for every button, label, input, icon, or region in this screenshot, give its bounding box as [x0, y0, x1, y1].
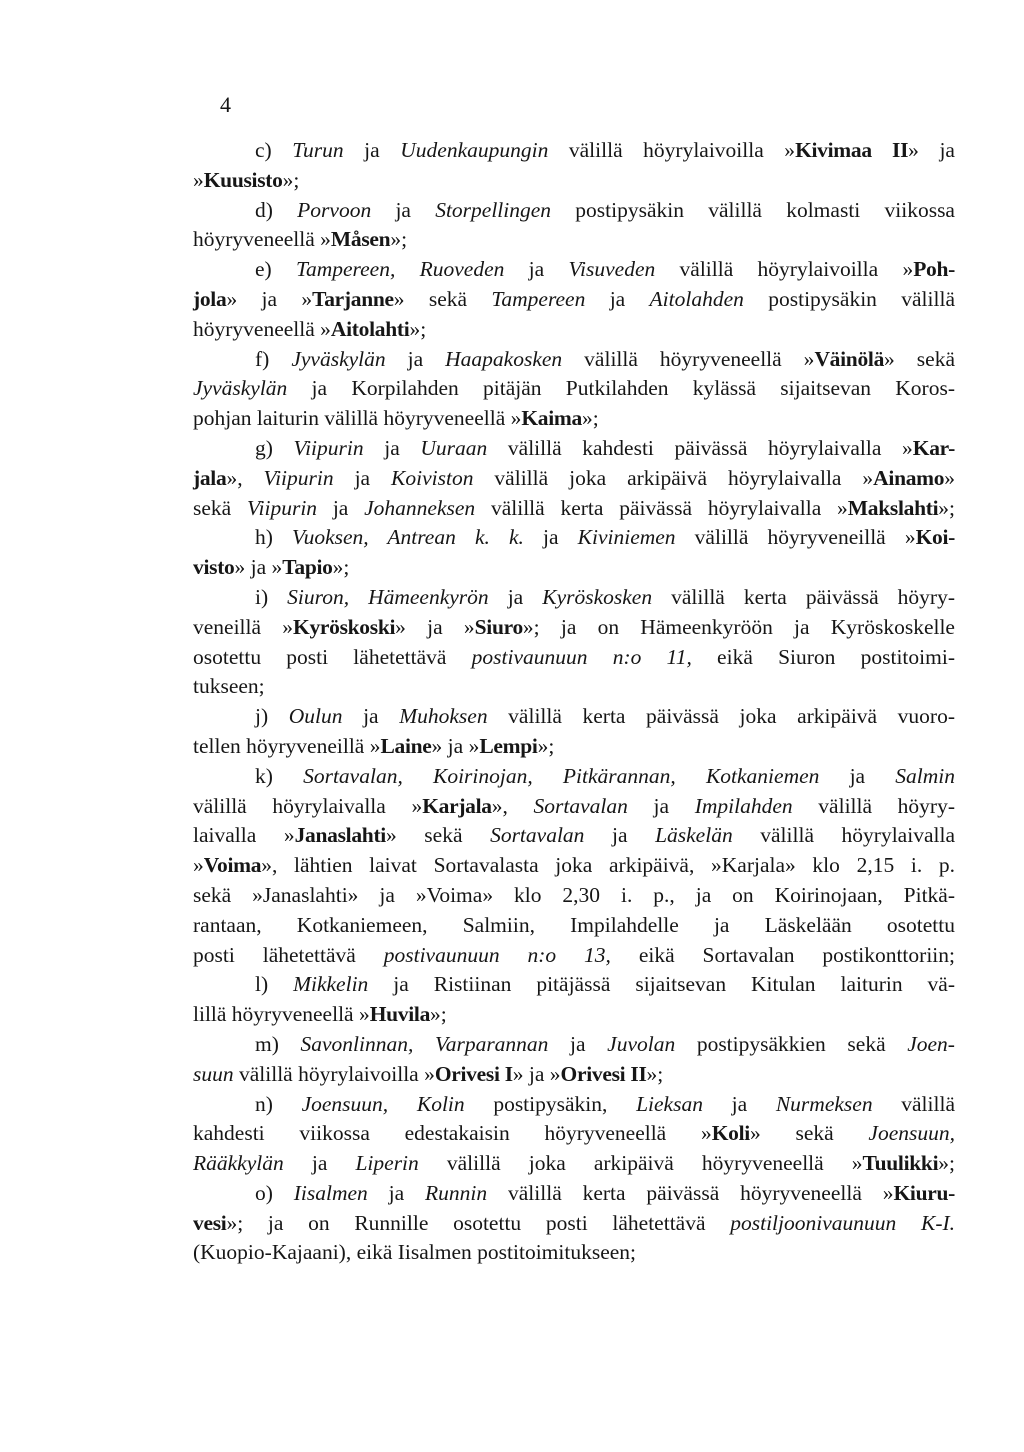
text-line: Jyväskylän ja Korpilahden pitäjän Putkilahden kylässä sijaitsevan Koros- [193, 376, 955, 401]
text-line: n) Joensuun, Kolin postipysäkin, Lieksan ja Nurmeksen välillä [255, 1091, 955, 1116]
text-line: j) Oulun ja Muhoksen välillä kerta päivässä joka arkipäivä vuoro- [255, 704, 955, 729]
text-line: »Kuusisto»; [193, 167, 300, 192]
text-line: osotettu posti lähetettävä postivaunuun n:o 11, eikä Siuron postitoimi- [193, 644, 955, 669]
text-line: h) Vuoksen, Antrean k. k. ja Kiviniemen välillä höyryveneillä »Koi- [255, 525, 955, 550]
text-line: höyryveneellä »Måsen»; [193, 227, 408, 252]
text-line: c) Turun ja Uudenkaupungin välillä höyrylaivoilla »Kivimaa II» ja [255, 138, 955, 162]
page-number: 4 [220, 92, 231, 117]
text-line: visto» ja »Tapio»; [193, 555, 350, 580]
text-line: sekä »Janaslahti» ja »Voima» klo 2,30 i. p., ja on Koirinojaan, Pitkä- [193, 882, 955, 907]
text-line: Rääkkylän ja Liperin välillä joka arkipäivä höyryveneellä »Tuulikki»; [193, 1151, 955, 1176]
text-line: k) Sortavalan, Koirinojan, Pitkärannan, Kotkaniemen ja Salmin [255, 763, 955, 788]
text-line: rantaan, Kotkaniemeen, Salmiin, Impilahdelle ja Läskelään osotettu [193, 912, 955, 937]
text-line: jola» ja »Tarjanne» sekä Tampereen ja Aitolahden postipysäkin välillä [193, 286, 955, 311]
text-line: höyryveneellä »Aitolahti»; [193, 316, 427, 341]
text-line: suun välillä höyrylaivoilla »Orivesi I» ja »Orivesi II»; [193, 1061, 664, 1086]
text-line: l) Mikkelin ja Ristiinan pitäjässä sijaitsevan Kitulan laiturin vä- [255, 972, 955, 997]
text-line: sekä Viipurin ja Johanneksen välillä kerta päivässä höyrylaivalla »Makslahti»; [193, 495, 955, 520]
text-line: tukseen; [193, 674, 265, 699]
text-line: veneillä »Kyröskoski» ja »Siuro»; ja on Hämeenkyröön ja Kyröskoskelle [193, 614, 955, 639]
text-line: m) Savonlinnan, Varparannan ja Juvolan postipysäkkien sekä Joen- [255, 1031, 955, 1056]
text-line: d) Porvoon ja Storpellingen postipysäkin välillä kolmasti viikossa [255, 197, 955, 222]
text-line: f) Jyväskylän ja Haapakosken välillä höyryveneellä »Väinölä» sekä [255, 346, 955, 371]
text-line: o) Iisalmen ja Runnin välillä kerta päivässä höyryveneellä »Kiuru- [255, 1180, 955, 1205]
text-line: lillä höyryveneellä »Huvila»; [193, 1002, 447, 1027]
text-line: jala», Viipurin ja Koiviston välillä joka arkipäivä höyrylaivalla »Ainamo» [193, 465, 955, 490]
text-line: vesi»; ja on Runnille osotettu posti lähetettävä postiljoonivaunuun K-I. [193, 1210, 956, 1235]
text-line: i) Siuron, Hämeenkyrön ja Kyröskosken välillä kerta päivässä höyry- [255, 584, 956, 609]
body-text [193, 136, 955, 1268]
text-line: tellen höyryveneillä »Laine» ja »Lempi»; [193, 733, 555, 758]
text-line: (Kuopio-Kajaani), eikä Iisalmen postitoimitukseen; [193, 1240, 637, 1265]
text-line: g) Viipurin ja Uuraan välillä kahdesti päivässä höyrylaivalla »Kar- [255, 435, 955, 460]
text-line: e) Tampereen, Ruoveden ja Visuveden välillä höyrylaivoilla »Poh- [255, 257, 956, 282]
text-line: pohjan laiturin välillä höyryveneellä »Kaima»; [193, 406, 599, 431]
text-line: laivalla »Janaslahti» sekä Sortavalan ja Läskelän välillä höyrylaivalla [193, 823, 955, 848]
text-line: kahdesti viikossa edestakaisin höyryveneellä »Koli» sekä Joensuun, [193, 1121, 955, 1146]
text-line: »Voima», lähtien laivat Sortavalasta joka arkipäivä, »Karjala» klo 2,15 i. p. [193, 853, 955, 878]
text-line: posti lähetettävä postivaunuun n:o 13, eikä Sortavalan postikonttoriin; [193, 942, 955, 967]
text-line: välillä höyrylaivalla »Karjala», Sortavalan ja Impilahden välillä höyry- [193, 793, 955, 818]
